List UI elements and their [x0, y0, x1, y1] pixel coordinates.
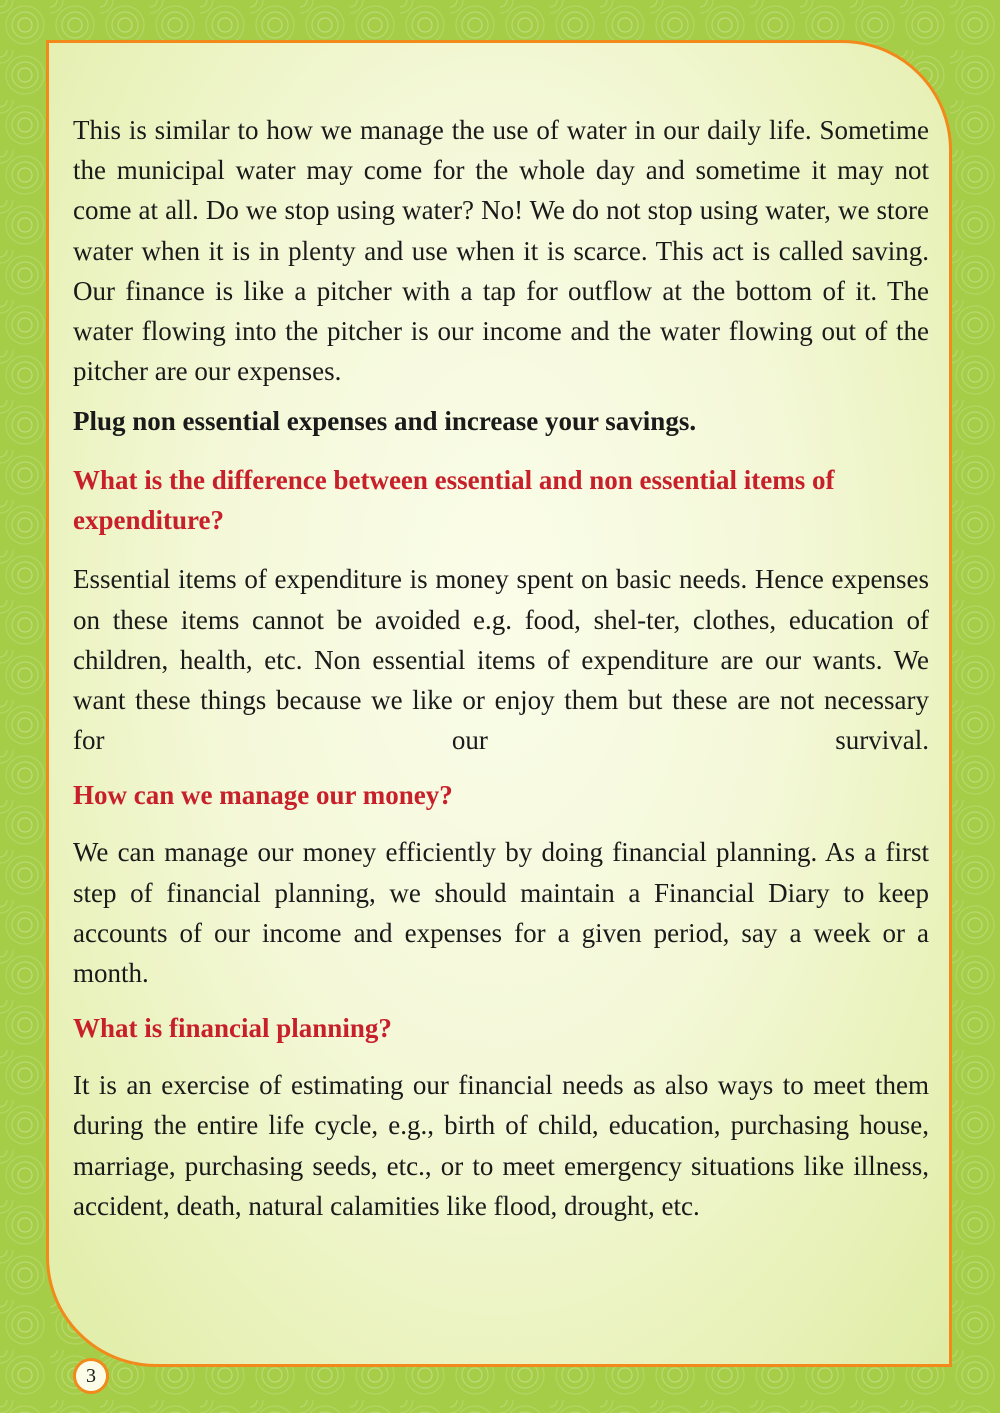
manage-money-heading: How can we manage our money? [73, 780, 453, 811]
savings-tip: Plug non essential expenses and increase your savings. [73, 406, 697, 437]
manage-money-paragraph: We can manage our money efficiently by doing financial planning. As a first step of financial planning, we should maintain a Financial Diary to keep accounts of our income and expenses for a given period, say a week or a month. [73, 837, 929, 989]
page-content [73, 110, 929, 1226]
page-number: 3 [73, 1358, 109, 1394]
intro-paragraph: This is similar to how we manage the use of water in our daily life. Sometime the municipal water may come for the whole day and sometime it may not come at all. Do we stop using water? No! We do not stop using water, we store water when it is in plenty and use when it is scarce. This act is called saving. Our finance is like a pitcher with a tap for outflow at the bottom of it. The water flowing into the pitcher is our income and the water flowing out of the pitcher are our expenses. [73, 115, 929, 387]
financial-planning-paragraph: It is an exercise of estimating our financial needs as also ways to meet them during the entire life cycle, e.g., birth of child, education, purchasing house, marriage, purchasing seeds, etc., or to meet emergency situations like illness, accident, death, natural calamities like flood, drought, etc. [73, 1070, 929, 1221]
financial-planning-heading: What is financial planning? [73, 1013, 392, 1044]
essential-vs-nonessential-heading: What is the difference between essential and non essential items of expenditure? [73, 465, 835, 536]
essential-items-paragraph: Essential items of expenditure is money spent on basic needs. Hence expenses on these items cannot be avoided e.g. food, shel-ter, clothes, education of children, health, etc. Non essential items of expenditure are our wants. We want these things because we like or enjoy them but these are not necessary for our survival. [73, 564, 929, 756]
